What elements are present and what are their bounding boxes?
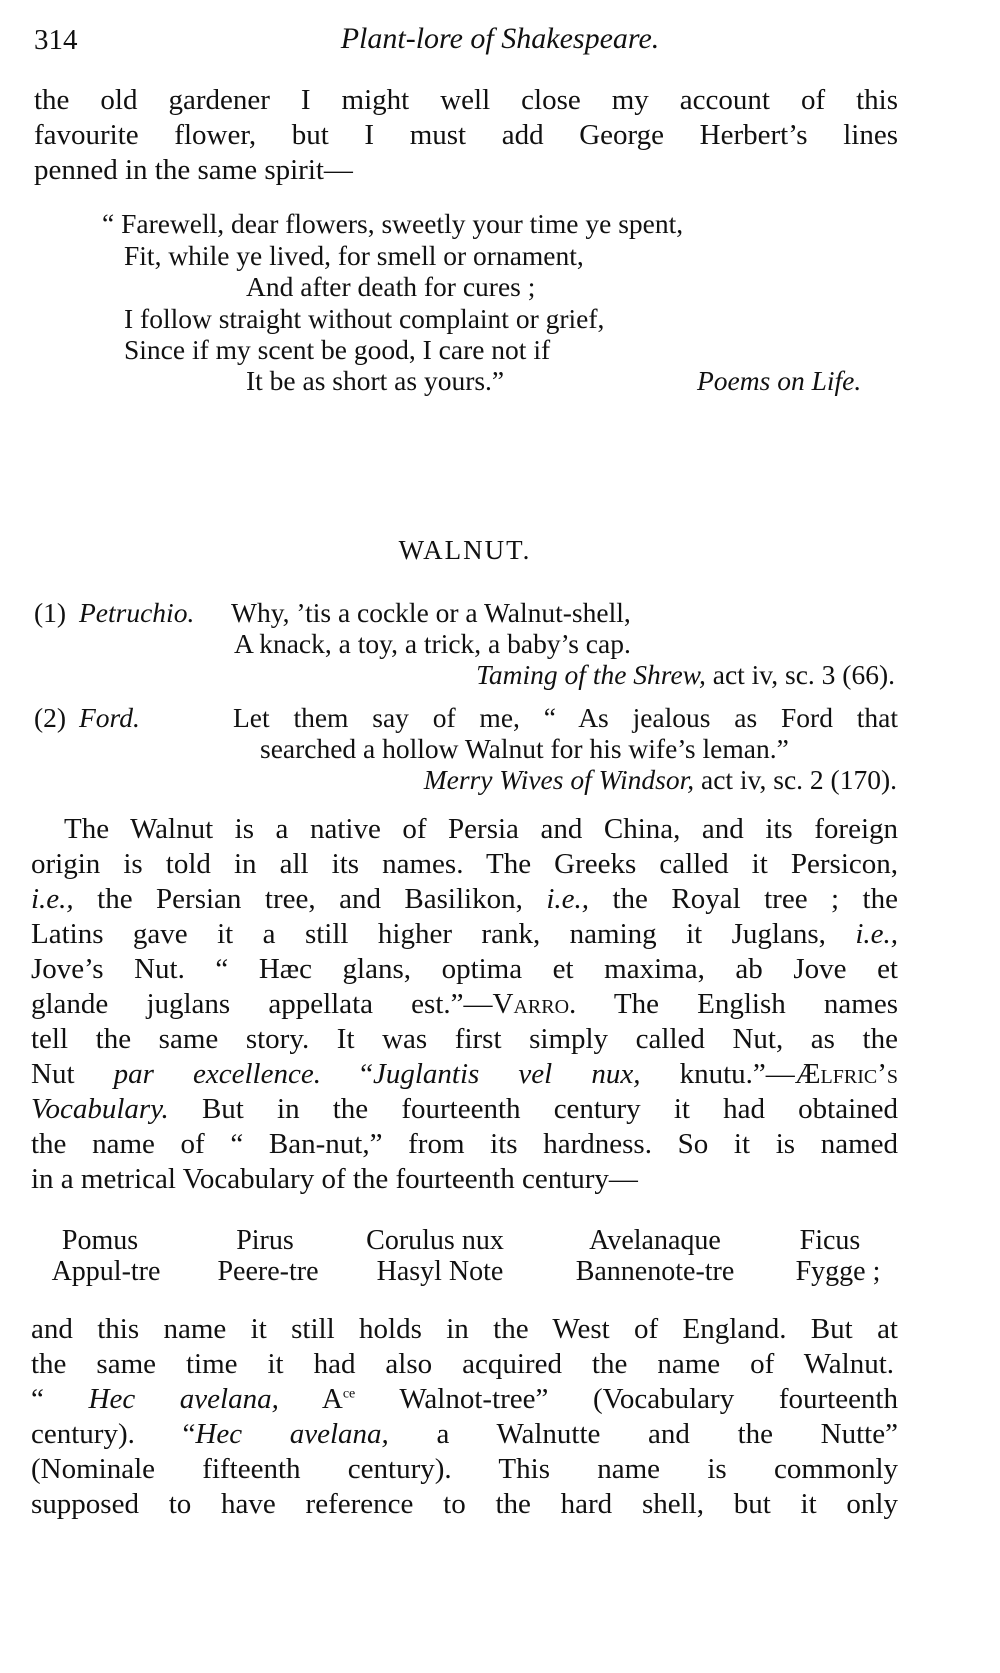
body-line xyxy=(31,1060,898,1089)
body-text: glande juglans appellata est.”— xyxy=(31,988,493,1020)
body-text: A xyxy=(321,1383,343,1415)
poem-line: Fit, while ye lived, for smell or ornament, xyxy=(124,240,584,271)
quote-number: (2) xyxy=(34,702,67,733)
poem-line: I follow straight without complaint or grief, xyxy=(124,303,605,334)
citation-ref: act iv, sc. 2 (170). xyxy=(700,764,897,795)
body-text: the Persian tree, and Basilikon, xyxy=(97,883,523,915)
poem-source: Poems on Life. xyxy=(697,365,862,396)
body-text: knutu.”— xyxy=(679,1058,795,1090)
vocab-english: Hasyl Note xyxy=(376,1256,504,1287)
open-quote: “ xyxy=(31,1383,44,1415)
quote-speaker: Petruchio. xyxy=(79,597,195,628)
open-quote: “ xyxy=(360,1058,373,1090)
body-line: The Walnut is a native of Persia and China, and its foreign xyxy=(64,813,898,845)
quote-citation xyxy=(476,661,895,689)
vocab-english: Appul-tre xyxy=(51,1256,161,1287)
body-text xyxy=(31,1383,279,1415)
poem-line: Since if my scent be good, I care not if xyxy=(124,334,551,365)
quote-line: Let them say of me, “ As jealous as Ford that xyxy=(233,702,898,733)
body-line xyxy=(31,1095,898,1124)
body-line: tell the same story. It was first simply called Nut, as the xyxy=(31,1023,898,1055)
body-text: the Royal tree ; the xyxy=(612,883,898,915)
vocabulary-title: Vocabulary. xyxy=(31,1093,169,1125)
quote-citation xyxy=(424,766,897,794)
vocab-latin: Avelanaque xyxy=(589,1225,721,1256)
body-line: supposed to have reference to the hard shell, but it only xyxy=(31,1488,898,1520)
body-text: Nut xyxy=(31,1058,75,1090)
body-line: and this name it still holds in the West of England. But at xyxy=(31,1313,898,1345)
author-varro: Varro. xyxy=(492,988,577,1020)
body-line xyxy=(31,990,898,1019)
body-text: a Walnutte and the Nutte” xyxy=(436,1418,898,1450)
intro-line-2: favourite flower, but I must add George Herbert’s lines xyxy=(34,119,898,151)
body-text xyxy=(31,1418,389,1450)
quote-line: searched a hollow Walnut for his wife’s leman.” xyxy=(260,733,789,764)
body-line xyxy=(31,1385,898,1414)
author-aelfric: Ælfric’s xyxy=(794,1058,898,1090)
vocab-latin: Pomus xyxy=(61,1225,139,1256)
body-text: But in the fourteenth century it had obtained xyxy=(201,1093,899,1125)
page-number: 314 xyxy=(34,24,78,56)
vocab-english: Bannenote-tre xyxy=(575,1256,735,1287)
ie-abbrev: i.e., xyxy=(31,883,74,915)
body-line xyxy=(31,1420,898,1449)
body-text: Latins gave it a still higher rank, naming it Juglans, xyxy=(31,918,826,950)
superscript: ce xyxy=(342,1386,356,1402)
body-text: The English names xyxy=(613,988,898,1020)
latin-phrase: Hec avelana, xyxy=(195,1418,389,1450)
citation-title: Taming of the Shrew, xyxy=(476,659,706,690)
body-line xyxy=(31,920,898,949)
body-text xyxy=(680,1058,898,1090)
body-line: (Nominale fifteenth century). This name is commonly xyxy=(31,1453,898,1485)
intro-line-1: the old gardener I might well close my account of this xyxy=(34,84,898,116)
body-text xyxy=(360,1058,640,1090)
body-text: Walnot-tree” (Vocabulary fourteenth xyxy=(399,1383,898,1415)
intro-line-3: penned in the same spirit— xyxy=(34,154,353,186)
vocab-latin: Pirus xyxy=(236,1225,294,1256)
vocab-english: Fygge ; xyxy=(795,1256,881,1287)
body-line: in a metrical Vocabulary of the fourteenth century— xyxy=(31,1163,638,1195)
poem-line: And after death for cures ; xyxy=(246,271,536,302)
vocab-latin: Corulus nux xyxy=(366,1225,504,1256)
vocab-latin: Ficus xyxy=(799,1225,861,1256)
ie-abbrev: i.e., xyxy=(546,883,589,915)
latin-phrase: Juglantis vel nux, xyxy=(372,1058,641,1090)
quote-line: A knack, a toy, a trick, a baby’s cap. xyxy=(234,628,631,659)
section-title: WALNUT. xyxy=(398,535,532,565)
body-text: century). “ xyxy=(31,1418,196,1450)
latin-phrase: par excellence. xyxy=(113,1058,321,1090)
quote-number: (1) xyxy=(34,597,67,628)
body-line xyxy=(31,885,898,914)
body-line: Jove’s Nut. “ Hæc glans, optima et maxima, ab Jove et xyxy=(31,953,898,985)
body-line: the name of “ Ban-nut,” from its hardness. So it is named xyxy=(31,1128,898,1160)
citation-ref: act iv, sc. 3 (66). xyxy=(712,659,895,690)
ie-abbrev: i.e., xyxy=(855,918,898,950)
body-text xyxy=(322,1383,355,1415)
latin-phrase: Hec avelana, xyxy=(88,1383,279,1415)
body-line: origin is told in all its names. The Greeks called it Persicon, xyxy=(31,848,898,880)
running-title: Plant-lore of Shakespeare. xyxy=(340,22,660,55)
body-line: the same time it had also acquired the name of Walnut. xyxy=(31,1348,894,1380)
vocab-english: Peere-tre xyxy=(217,1256,319,1287)
quote-speaker: Ford. xyxy=(79,702,140,733)
poem-line: It be as short as yours.” xyxy=(246,365,505,396)
quote-line: Why, ’tis a cockle or a Walnut-shell, xyxy=(231,597,631,628)
poem-line: “ Farewell, dear flowers, sweetly your time ye spent, xyxy=(102,208,684,239)
citation-title: Merry Wives of Windsor, xyxy=(423,764,695,795)
